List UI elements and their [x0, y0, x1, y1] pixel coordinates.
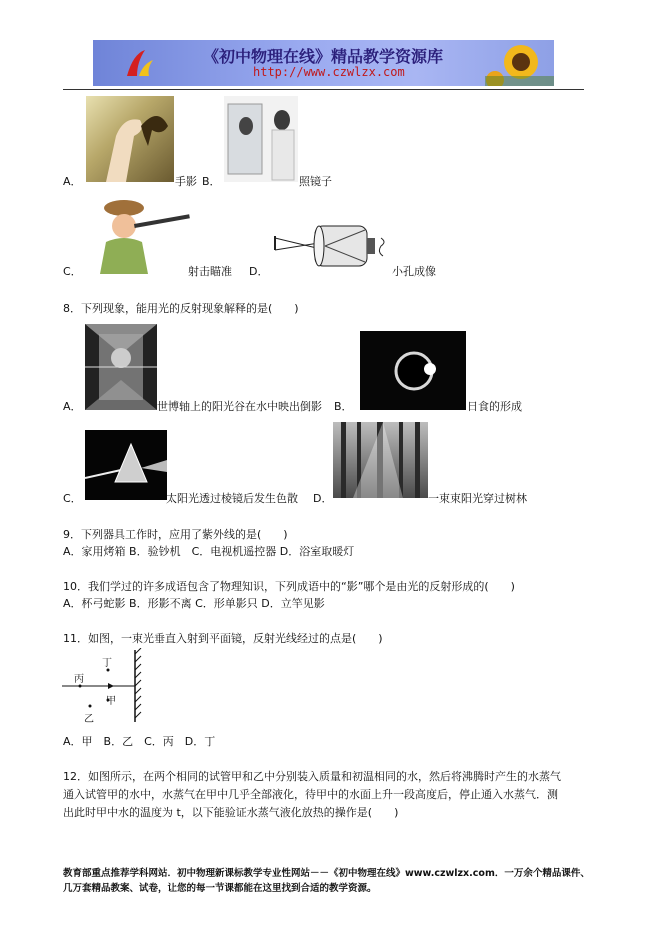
q9-options: A．家用烤箱 B．验钞机 C．电视机遥控器 D．浴室取暖灯	[63, 545, 355, 558]
fig-point-yi: 乙	[84, 714, 94, 725]
q8-stem: 8．下列现象，能用光的反射现象解释的是( )	[63, 302, 299, 315]
q7-option-d-label: D．	[249, 265, 269, 278]
banner-url: http://www.czwlzx.com	[253, 65, 405, 79]
header-banner	[93, 40, 554, 86]
q8-option-a-text: 世博轴上的阳光谷在水中映出倒影	[157, 400, 322, 413]
sun-valley-reflection-photo	[85, 324, 157, 410]
fig-point-jia: 甲	[106, 696, 116, 707]
q12-line-3: 出此时甲中水的温度为 t，以下能验证水蒸气液化放热的操作是( )	[63, 806, 399, 819]
q11-options: A．甲 B．乙 C．丙 D．丁	[63, 735, 216, 748]
q10-options: A．杯弓蛇影 B．形影不离 C．形单影只 D．立竿见影	[63, 597, 325, 610]
q7-option-c-text: 射击瞄准	[188, 265, 232, 278]
q9-stem: 9．下列器具工作时，应用了紫外线的是( )	[63, 528, 288, 541]
q7-option-d-text: 小孔成像	[392, 265, 436, 278]
prism-dispersion-photo	[85, 430, 167, 500]
q12-line-2: 通入试管甲的水中，水蒸气在甲中几乎全部液化，待甲中的水面上升一段高度后，停止通入水蒸气．测	[63, 788, 558, 801]
q7-option-a-label: A．	[63, 175, 82, 188]
fig-point-ding: 丁	[102, 658, 112, 669]
logo-icon	[123, 46, 157, 80]
q7-option-b-text: 照镜子	[299, 175, 332, 188]
q8-option-a-label: A．	[63, 400, 82, 413]
q8-option-d-label: D．	[313, 492, 333, 505]
solar-eclipse-photo	[360, 331, 466, 410]
q8-option-c-label: C．	[63, 492, 82, 505]
q8-option-b-label: B．	[334, 400, 353, 413]
footer-line-1: 教育部重点推荐学科网站．初中物理新课标教学专业性网站－－《初中物理在线》www.czwlzx.com．一万余个精品课件、	[63, 868, 590, 879]
q10-stem: 10．我们学过的许多成语包含了物理知识，下列成语中的“影”哪个是由光的反射形成的( )	[63, 580, 515, 593]
q7-option-c-label: C．	[63, 265, 82, 278]
hand-shadow-photo	[86, 96, 174, 182]
page-footer	[63, 866, 603, 896]
fig-point-bing: 丙	[74, 674, 84, 685]
q8-option-b-text: 日食的形成	[467, 400, 522, 413]
sunflower-icon	[485, 40, 554, 86]
shooting-photo	[84, 196, 192, 274]
mirror-reflection-figure	[60, 648, 155, 724]
q11-stem: 11．如图，一束光垂直入射到平面镜，反射光线经过的点是( )	[63, 632, 383, 645]
header-divider	[63, 89, 584, 90]
q12-line-1: 12．如图所示，在两个相同的试管甲和乙中分别装入质量和初温相同的水，然后将沸腾时产生的水蒸气	[63, 770, 561, 783]
pinhole-camera-diagram	[269, 220, 391, 274]
sunbeams-forest-photo	[333, 422, 428, 498]
q8-option-c-text: 太阳光透过棱镜后发生色散	[166, 492, 298, 505]
mirror-photo	[224, 96, 298, 182]
banner-title: 《初中物理在线》精品教学资源库	[203, 47, 444, 66]
q8-option-d-text: 一束束阳光穿过树林	[428, 492, 527, 505]
q7-option-b-label: B．	[202, 175, 221, 188]
footer-line-2: 几万套精品教案、试卷，让您的每一节课都能在这里找到合适的教学资源。	[63, 883, 377, 894]
q7-option-a-text: 手影	[175, 175, 197, 188]
